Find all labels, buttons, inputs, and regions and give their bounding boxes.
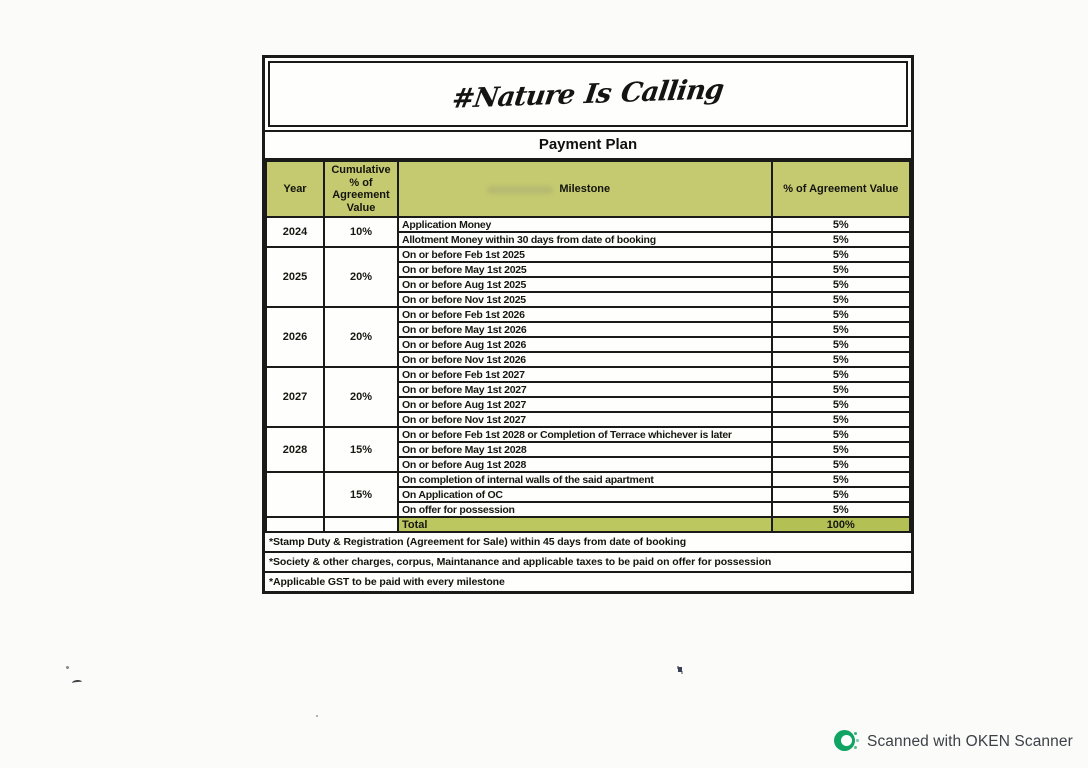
milestone-row [266, 247, 910, 262]
milestone-cell: On or before Feb 1st 2027 [398, 367, 772, 382]
watermark-smudge [487, 186, 553, 194]
notes-section [265, 533, 911, 591]
year-cell: 2026 [266, 307, 324, 367]
milestone-cell: On offer for possession [398, 502, 772, 517]
percent-value-cell: 5% [772, 337, 910, 352]
percent-value-cell: 5% [772, 307, 910, 322]
milestone-cell: On or before May 1st 2026 [398, 322, 772, 337]
total-row [266, 517, 910, 532]
cumulative-percent-cell: 20% [324, 307, 398, 367]
cumulative-percent-cell: 15% [324, 427, 398, 472]
percent-value-cell: 5% [772, 352, 910, 367]
payment-plan-table [265, 160, 911, 533]
percent-value-cell: 5% [772, 322, 910, 337]
milestone-cell: On or before Nov 1st 2027 [398, 412, 772, 427]
milestone-cell: On or before Feb 1st 2028 or Completion of Terrace whichever is later [398, 427, 772, 442]
milestone-cell: On or before Nov 1st 2026 [398, 352, 772, 367]
percent-value-cell: 5% [772, 412, 910, 427]
milestone-cell: Application Money [398, 217, 772, 232]
year-cell: 2027 [266, 367, 324, 427]
oken-scanner-badge [834, 730, 1073, 753]
table-header-row [266, 161, 910, 217]
col-header-milestone-label: Milestone [559, 182, 611, 195]
scan-speck [65, 665, 69, 669]
total-row-blank-year [266, 517, 324, 532]
note-gst: *Applicable GST to be paid with every milestone [265, 571, 911, 591]
percent-value-cell: 5% [772, 232, 910, 247]
year-cell: 2025 [266, 247, 324, 307]
percent-value-cell: 5% [772, 367, 910, 382]
milestone-row [266, 307, 910, 322]
note-society-charges: *Society & other charges, corpus, Maintanance and applicable taxes to be paid on offer for possession [265, 551, 911, 571]
col-header-cumulative: Cumulative % of Agreement Value [324, 161, 398, 217]
cumulative-percent-cell: 20% [324, 247, 398, 307]
year-cell [266, 472, 324, 517]
milestone-cell: On or before Feb 1st 2025 [398, 247, 772, 262]
cumulative-percent-cell: 10% [324, 217, 398, 247]
oken-scanner-label: Scanned with OKEN Scanner [867, 732, 1073, 750]
total-label: Total [398, 517, 772, 532]
percent-value-cell: 5% [772, 262, 910, 277]
year-cell: 2028 [266, 427, 324, 472]
payment-rows [266, 217, 910, 517]
oken-logo-icon [834, 730, 857, 753]
note-stamp-duty: *Stamp Duty & Registration (Agreement for Sale) within 45 days from date of booking [269, 536, 687, 548]
milestone-cell: On or before Aug 1st 2028 [398, 457, 772, 472]
percent-value-cell: 5% [772, 397, 910, 412]
scan-speck [678, 667, 682, 672]
col-header-year: Year [266, 161, 324, 217]
percent-value-cell: 5% [772, 487, 910, 502]
milestone-cell: On Application of OC [398, 487, 772, 502]
milestone-row [266, 427, 910, 442]
total-row-blank-cumulative [324, 517, 398, 532]
col-header-agreement-value: % of Agreement Value [772, 161, 910, 217]
percent-value-cell: 5% [772, 277, 910, 292]
milestone-cell: On or before Aug 1st 2025 [398, 277, 772, 292]
scan-pen-mark [72, 679, 82, 685]
year-cell: 2024 [266, 217, 324, 247]
milestone-row [266, 217, 910, 232]
cumulative-percent-cell: 15% [324, 472, 398, 517]
milestone-cell: On or before May 1st 2028 [398, 442, 772, 457]
payment-plan-document [262, 55, 914, 594]
milestone-cell: On completion of internal walls of the said apartment [398, 472, 772, 487]
scan-speck [316, 715, 318, 717]
percent-value-cell: 5% [772, 292, 910, 307]
col-header-milestone [398, 161, 772, 217]
milestone-cell: On or before Aug 1st 2027 [398, 397, 772, 412]
percent-value-cell: 5% [772, 427, 910, 442]
milestone-row [266, 367, 910, 382]
brand-logo-box [268, 61, 908, 127]
percent-value-cell: 5% [772, 382, 910, 397]
percent-value-cell: 5% [772, 247, 910, 262]
document-title: Payment Plan [265, 130, 911, 160]
percent-value-cell: 5% [772, 457, 910, 472]
percent-value-cell: 5% [772, 502, 910, 517]
milestone-cell: On or before Aug 1st 2026 [398, 337, 772, 352]
milestone-cell: Allotment Money within 30 days from date of booking [398, 232, 772, 247]
total-value: 100% [772, 517, 910, 532]
milestone-cell: On or before May 1st 2025 [398, 262, 772, 277]
percent-value-cell: 5% [772, 472, 910, 487]
percent-value-cell: 5% [772, 217, 910, 232]
milestone-cell: On or before Nov 1st 2025 [398, 292, 772, 307]
percent-value-cell: 5% [772, 442, 910, 457]
milestone-cell: On or before May 1st 2027 [398, 382, 772, 397]
milestone-row [266, 472, 910, 487]
milestone-cell: On or before Feb 1st 2026 [398, 307, 772, 322]
brand-logo-text: #Nature Is Calling [450, 73, 726, 115]
cumulative-percent-cell: 20% [324, 367, 398, 427]
